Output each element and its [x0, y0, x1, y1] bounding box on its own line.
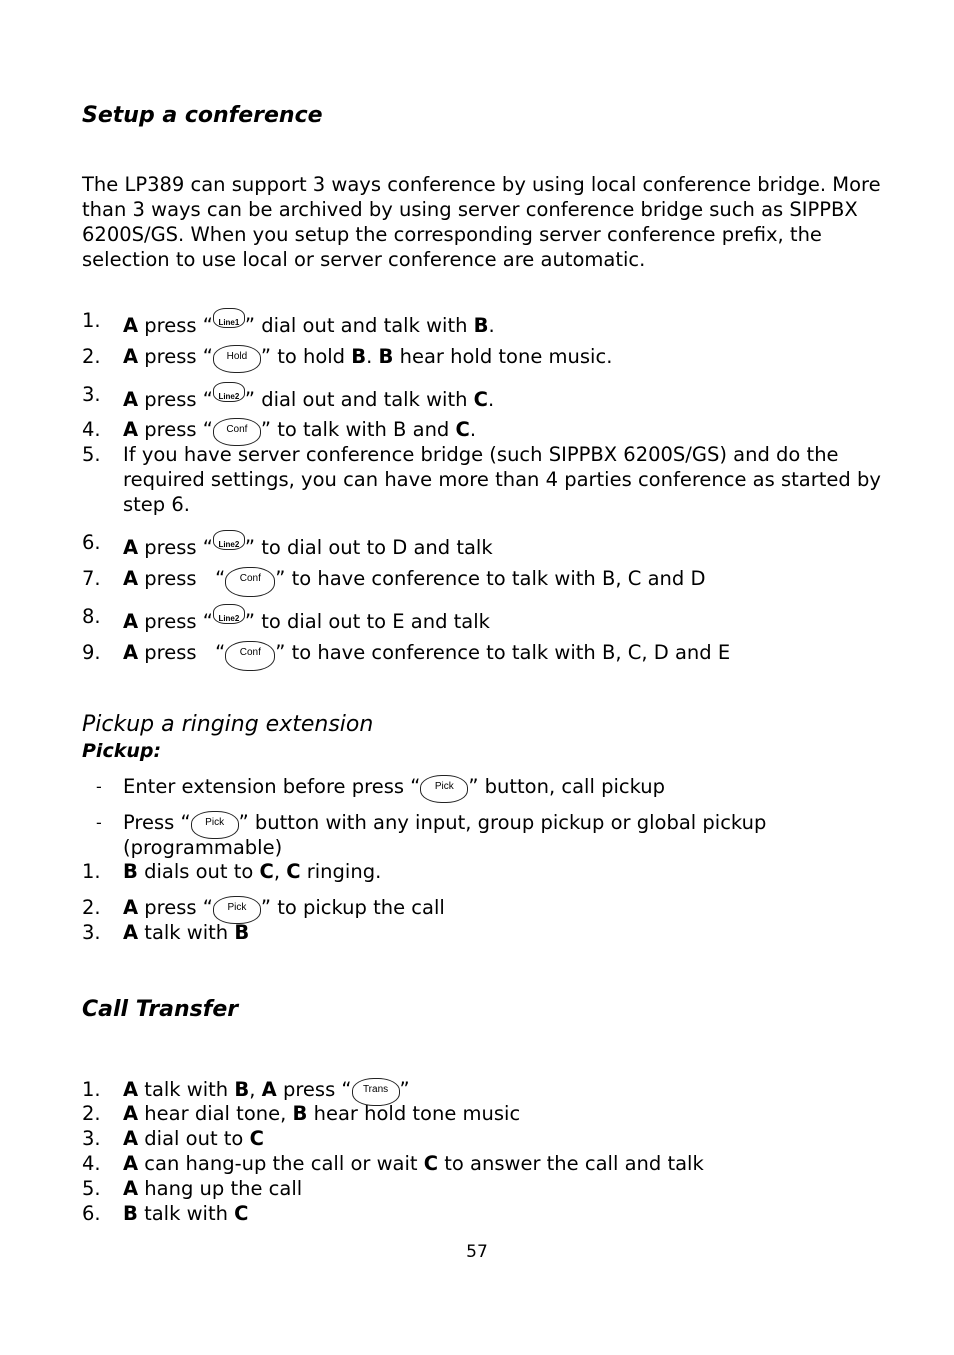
line1-key-icon: Line1	[213, 308, 245, 328]
hold-key-icon: Hold	[213, 345, 261, 373]
pickup-subtitle: Pickup:	[82, 740, 162, 762]
conf-key-icon: Conf	[225, 567, 275, 597]
trans-key-icon: Trans	[352, 1078, 400, 1106]
pick-key-icon: Pick	[420, 775, 468, 803]
conf-key-icon: Conf	[225, 641, 275, 671]
conference-intro: The LP389 can support 3 ways conference by using local conference bridge. More than 3 ways can be archived by using server conference bridge such as SIPPBX 6200S/GS. When you setup the corresponding server conference prefix, the selection to use local or server conference are automatic.	[82, 173, 881, 271]
line2-key-icon: Line2	[213, 382, 245, 402]
pick-key-icon: Pick	[213, 896, 261, 924]
manual-page: Setup a conference The LP389 can support 3 ways conference by using local conference bridge. More than 3 ways can be archived by using server conference bridge such as SIPPBX 6200S/GS. When you setup the corresponding server conference prefix, the selection to use local or server conference are automatic. 1. A press “ Line1 ” dial out and talk with B. 2. A press “ Hold ” to hold B. B hear hold tone music. 3. A press “ Line2 ” dial out and talk with C. 4. A press “ Conf ” to talk with B and C. 5. If you have server conference bridge (such SIPPBX 6200S/GS) and do the required settings, you can have more than 4 parties conference as started by step 6. 6. A press “ Line2 ” to dial out to D and talk 7. A press “ Conf ” to have conference to talk with B, C and D 8. A press “ Line2 ” to dial out to E and talk 9. A press “ Conf ” to have conference to talk with B, C, D and E Pickup a ringing extension Pickup: - Enter extension before press “ Pick ” button, call pickup - Press “ Pick ” button with any input, group pickup or global pickup (programmable) 1. B dials out to C, C ringing. 2. A press “ Pick ” to pickup the call 3. A talk with B Call Transfer 1. A talk with B, A press “ Trans ” 2. A hear dial tone, B hear hold tone music 3. A dial out to C 4. A can hang-up the call or wait C to answer the call and talk 5. A hang up the call 6. B talk with C 57	[0, 0, 954, 1355]
section-title-transfer: Call Transfer	[82, 997, 239, 1022]
line2-key-icon: Line2	[213, 530, 245, 550]
section-title-pickup: Pickup a ringing extension	[82, 712, 374, 737]
conf-key-icon: Conf	[213, 418, 261, 446]
pick-key-icon: Pick	[191, 811, 239, 839]
line2-key-icon: Line2	[213, 604, 245, 624]
page-number: 57	[466, 1242, 488, 1262]
section-title-conference: Setup a conference	[82, 103, 323, 128]
